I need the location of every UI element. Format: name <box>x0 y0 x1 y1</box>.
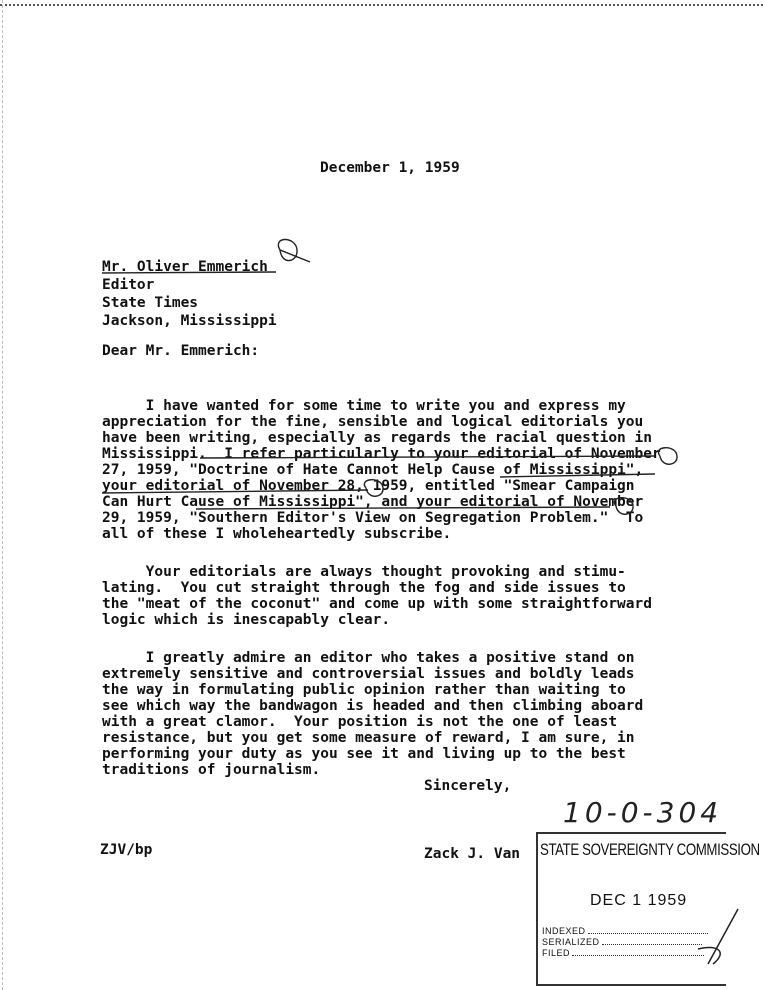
letter-date: December 1, 1959 <box>320 160 460 176</box>
body-line: I have wanted for some time to write you and express my <box>102 398 626 414</box>
body-line: see which way the bandwagon is headed and then climbing aboard <box>102 698 644 714</box>
handwritten-number: 10-0-304 <box>563 796 723 829</box>
scan-edge-top <box>0 4 763 6</box>
body-line: I greatly admire an editor who takes a positive stand on <box>102 650 635 666</box>
salutation: Dear Mr. Emmerich: <box>102 343 260 359</box>
body-line: resistance, but you get some measure of reward, I am sure, in <box>102 730 635 746</box>
stamp-row-indexed: INDEXED <box>542 926 708 936</box>
body-line: have been writing, especially as regards the racial question in <box>102 430 652 446</box>
body-line: extremely sensitive and controversial issues and boldly leads <box>102 666 635 682</box>
address-line: Mr. Oliver Emmerich <box>102 259 268 275</box>
body-line: Mississippi. I refer particularly to your editorial of November <box>102 446 661 462</box>
body-line: appreciation for the fine, sensible and logical editorials you <box>102 414 644 430</box>
commission-stamp <box>536 832 760 986</box>
stamp-title: STATE SOVEREIGNTY COMMISSION <box>540 840 760 859</box>
typist-initials: ZJV/bp <box>100 842 153 858</box>
scan-edge-left <box>2 0 3 990</box>
address-line: Editor <box>102 277 155 293</box>
body-line: logic which is inescapably clear. <box>102 612 391 628</box>
body-line: 29, 1959, "Southern Editor's View on Segregation Problem." To <box>102 510 644 526</box>
body-line: Can Hurt Cause of Mississippi", and your editorial of November <box>102 494 644 510</box>
body-line: the "meat of the coconut" and come up with some straightforward <box>102 596 652 612</box>
address-line: Jackson, Mississippi <box>102 313 277 329</box>
body-line: Your editorials are always thought provoking and stimu- <box>102 564 626 580</box>
body-line: traditions of journalism. <box>102 762 321 778</box>
signer-name: Zack J. Van <box>424 846 521 862</box>
letter-body <box>102 376 682 800</box>
body-line: 27, 1959, "Doctrine of Hate Cannot Help Cause of Mississippi", <box>102 462 644 478</box>
body-line: performing your duty as you see it and living up to the best <box>102 746 626 762</box>
closing: Sincerely, <box>424 778 512 794</box>
body-line: lating. You cut straight through the fog and side issues to <box>102 580 626 596</box>
body-line: with a great clamor. Your position is not the one of least <box>102 714 618 730</box>
circle-mark <box>278 240 310 263</box>
body-line: your editorial of November 28, 1959, entitled "Smear Campaign <box>102 478 635 494</box>
stamp-initial-mark <box>668 904 748 974</box>
body-line: all of these I wholeheartedly subscribe. <box>102 526 452 542</box>
stamp-row-filed: FILED <box>542 948 704 958</box>
stamp-date: DEC 1 1959 <box>590 892 688 909</box>
recipient-address <box>102 258 277 330</box>
body-line: the way in formulating public opinion rather than waiting to <box>102 682 626 698</box>
stamp-row-serialized: SERIALIZED <box>542 937 702 947</box>
address-line: State Times <box>102 295 199 311</box>
